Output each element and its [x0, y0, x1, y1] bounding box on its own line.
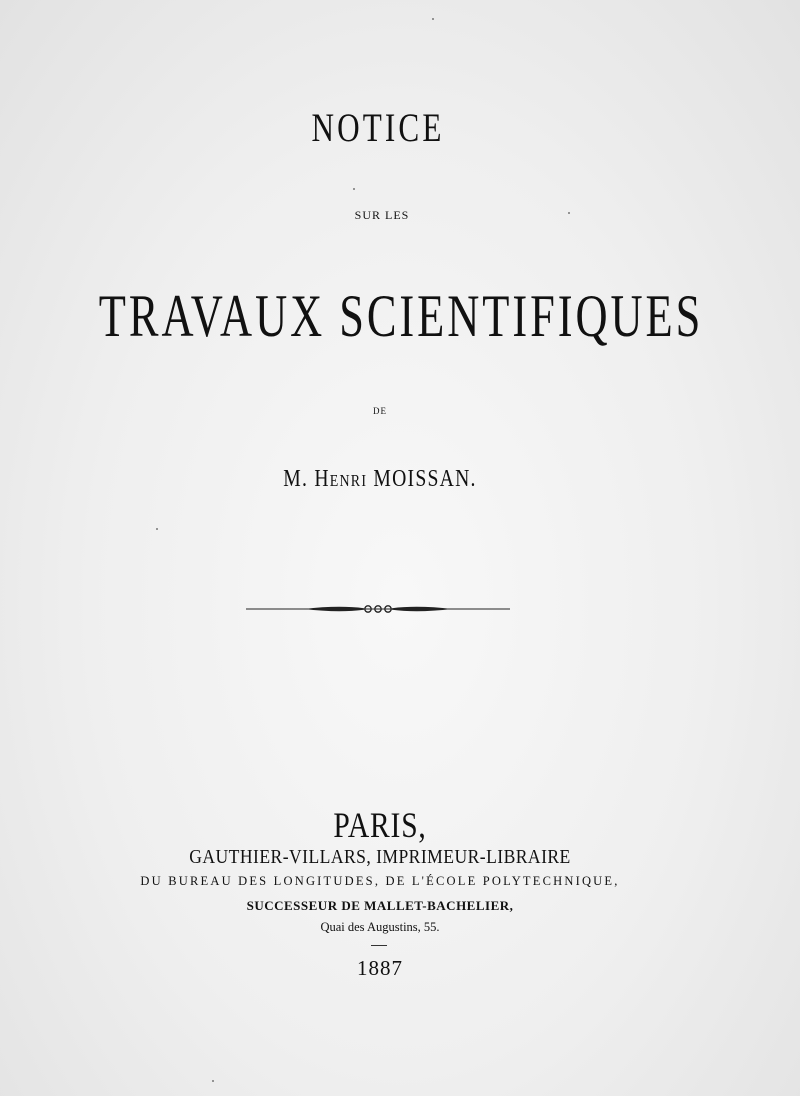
- author-first-name: Henri: [314, 466, 368, 492]
- author-line: [68, 466, 691, 493]
- imprint-address: Quai des Augustins, 55.: [320, 920, 440, 934]
- imprint-city: PARIS,: [333, 805, 427, 845]
- short-rule: [371, 945, 387, 946]
- de-text: DE: [373, 406, 387, 416]
- imprint-affiliation: DU BUREAU DES LONGITUDES, DE L'ÉCOLE POLYTECHNIQUE,: [140, 874, 620, 888]
- imprint-successor: SUCCESSEUR DE MALLET-BACHELIER,: [246, 898, 514, 913]
- paper-speck: [432, 18, 434, 20]
- imprint-publisher: GAUTHIER-VILLARS, IMPRIMEUR-LIBRAIRE: [189, 846, 571, 868]
- paper-speck: [353, 188, 355, 190]
- paper-speck: [568, 212, 570, 214]
- main-title: TRAVAUX SCIENTIFIQUES: [98, 283, 704, 349]
- sur-les-text: SUR LES: [354, 208, 410, 222]
- author-prefix: M.: [283, 466, 309, 492]
- ornamental-rule: [246, 600, 510, 618]
- notice-heading: NOTICE: [311, 105, 445, 150]
- paper-speck: [212, 1080, 214, 1082]
- paper-speck: [156, 528, 158, 530]
- imprint-year: 1887: [357, 956, 403, 980]
- author-surname: MOISSAN.: [373, 466, 477, 492]
